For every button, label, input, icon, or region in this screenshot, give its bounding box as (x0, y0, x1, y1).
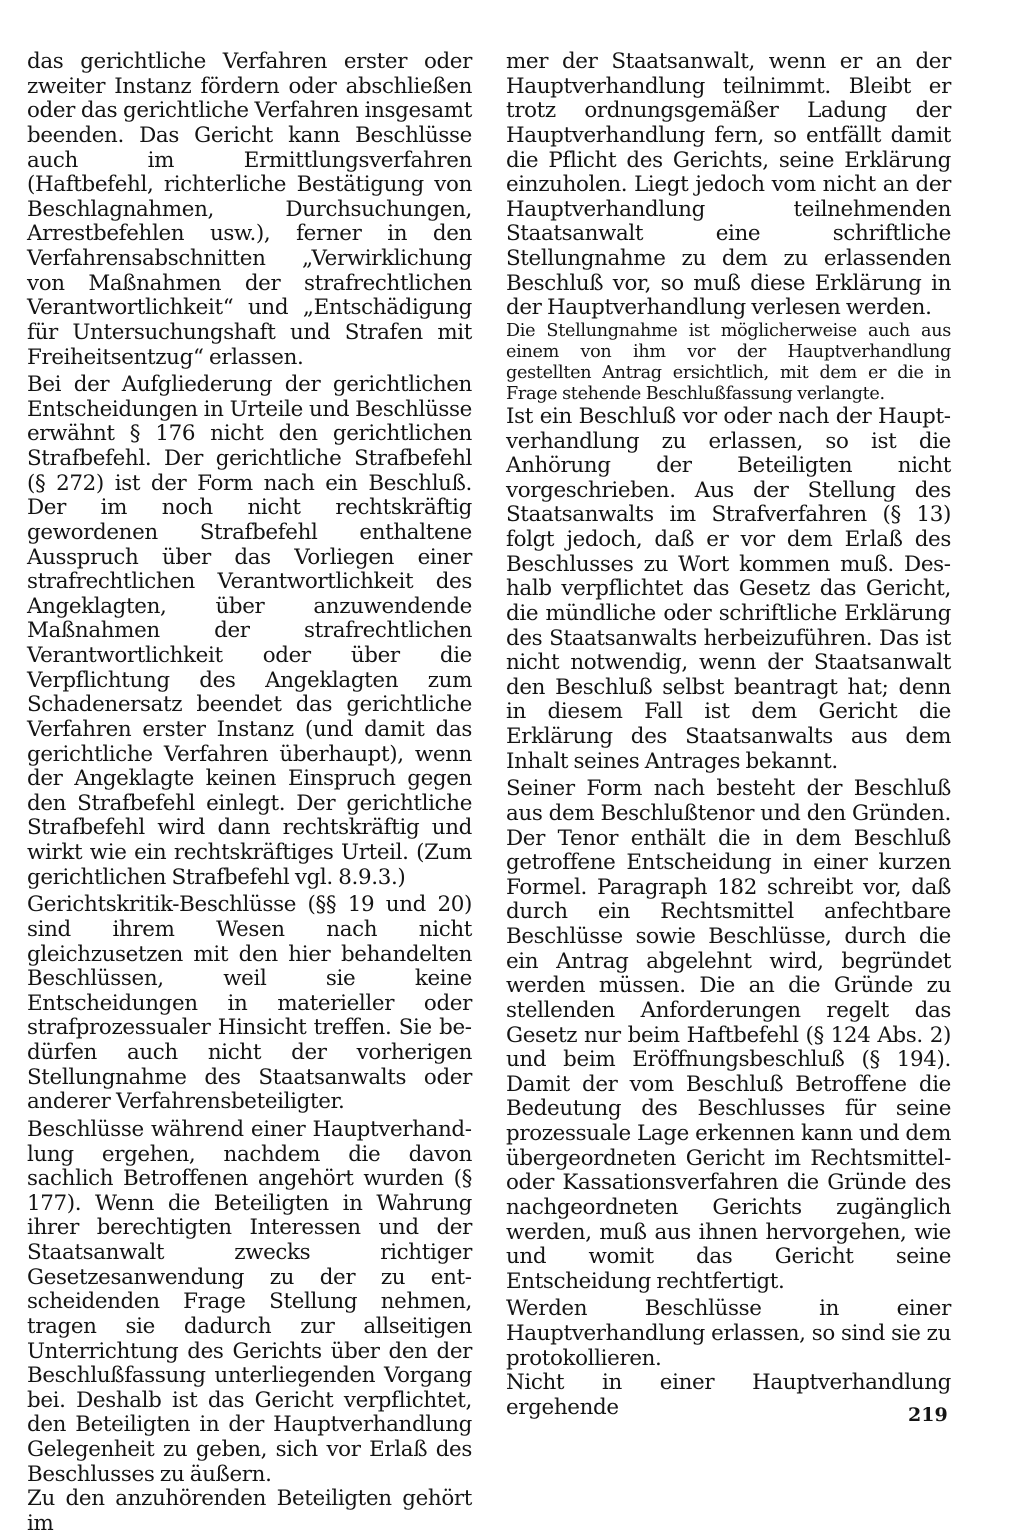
paragraph: das gerichtliche Verfahren erster oder zweiter Instanz fördern oder abschließen oder das gerichtliche Verfahren insgesamt beenden. Das Gericht kann Beschlüsse auch im Ermittlungsverfahren (Haftbefehl, richterliche Bestätigung von Beschlagnahmen, Durchsuchungen, Arrestbefehlen usw.), ferner in den Verfahrensabschnitten „Verwirklichung von Maßnahmen der strafrechtlichen Verantwortlichkeit“ und „Entschädigung für Untersuchungshaft und Strafen mit Freiheitsentzug“ erlassen. (27, 49, 472, 370)
paragraph: Nicht in einer Hauptverhandlung ergehende (506, 1370, 951, 1420)
paragraph: Gerichtskritik-Beschlüsse (§§ 19 und 20) sind ihrem Wesen nach nicht gleichzusetzen mit den hier behandelten Beschlüssen, weil sie keine Entscheidungen in materieller oder strafprozessualer Hinsicht treffen. Sie bedürfen auch nicht der vorherigen Stellungnahme des Staatsanwalts oder anderer Verfahrensbeteiligter. (27, 892, 472, 1115)
paragraph: Bei der Aufgliederung der gerichtlichen Entscheidungen in Urteile und Beschlüsse erwähnt § 176 nicht den gerichtlichen Strafbefehl. Der gerichtliche Strafbefehl (§ 272) ist der Form nach ein Beschluß. Der im noch nicht rechtskräftig gewordenen Strafbefehl enthaltene Ausspruch über das Vorliegen einer strafrechtlichen Verantwortlichkeit des Angeklagten, über anzuwendende Maßnahmen der strafrechtlichen Verantwortlichkeit oder über die Verpflichtung des Angeklagten zum Schadenersatz beendet das gerichtliche Verfahren erster Instanz (und damit das gerichtliche Verfahren überhaupt), wenn der Angeklagte keinen Einspruch gegen den Strafbefehl einlegt. Der gerichtliche Strafbefehl wird dann rechtskräftig und wirkt wie ein rechtskräftiges Urteil. (Zum gerichtlichen Strafbefehl vgl. 8.9.3.) (27, 372, 472, 890)
left-column (27, 50, 472, 1537)
paragraph: Zu den anzuhörenden Beteiligten gehört im (27, 1486, 472, 1536)
paragraph: Beschlüsse während einer Hauptverhandlung ergehen, nachdem die davon sachlich Betroffenen angehört wurden (§ 177). Wenn die Beteiligten in Wahrung ihrer berechtigten Interessen und der Staatsanwalt zwecks richtiger Gesetzesanwendung zu der zu entscheidenden Frage Stellung nehmen, tragen sie dadurch zur allseitigen Unterrichtung des Gerichts über den der Beschlußfassung unterliegenden Vorgang bei. Deshalb ist das Gericht verpflichtet, den Beteiligten in der Hauptverhandlung Gelegenheit zu geben, sich vor Erlaß des Beschlusses zu äußern. (27, 1116, 472, 1487)
paragraph: Seiner Form nach besteht der Beschluß aus dem Beschlußtenor und den Gründen. Der Tenor enthält die in dem Beschluß getroffene Entscheidung in einer kurzen Formel. Paragraph 182 schreibt vor, daß durch ein Rechtsmittel anfechtbare Beschlüsse sowie Beschlüsse, durch die ein Antrag abgelehnt wird, begründet werden müssen. Die an die Gründe zu stellenden Anforderungen regelt das Gesetz nur beim Haftbefehl (§ 124 Abs. 2) und beim Eröffnungsbeschluß (§ 194). Damit der vom Beschluß Betroffene die Bedeutung des Beschlusses für seine prozessuale Lage erkennen kann und dem übergeordneten Gericht im Rechtsmittel- oder Kassationsverfahren die Gründe des nachgeordneten Gerichts zugänglich werden, muß aus ihnen hervorgehen, wie und womit das Gericht seine Entscheidung rechtfertigt. (506, 776, 951, 1294)
right-column (506, 50, 951, 1421)
small-print-note: Die Stellungnahme ist möglicherweise auch aus einem von ihm vor der Hauptverhandlung gestellten Antrag ersichtlich, mit dem er die in Frage stehende Beschlußfassung verlangte. (506, 320, 951, 404)
paragraph: Ist ein Beschluß vor oder nach der Hauptverhandlung zu erlassen, so ist die Anhörung der Beteiligten nicht vorgeschrieben. Aus der Stellung des Staatsanwalts im Strafverfahren (§ 13) folgt jedoch, daß er vor dem Erlaß des Beschlusses zu Wort kommen muß. Deshalb verpflichtet das Gesetz das Gericht, die mündliche oder schriftliche Erklärung des Staatsanwalts herbeizuführen. Das ist nicht notwendig, wenn der Staatsanwalt den Beschluß selbst beantragt hat; denn in diesem Fall ist dem Gericht die Erklärung des Staatsanwalts aus dem Inhalt seines Antrages bekannt. (506, 403, 951, 774)
paragraph: Werden Beschlüsse in einer Hauptverhandlung erlassen, so sind sie zu protokollieren. (506, 1296, 951, 1371)
page-number: 219 (908, 1404, 948, 1426)
paragraph: mer der Staatsanwalt, wenn er an der Hauptverhandlung teilnimmt. Bleibt er trotz ordnungsgemäßer Ladung der Hauptverhandlung fern, so entfällt damit die Pflicht des Gerichts, seine Erklärung einzuholen. Liegt jedoch vom nicht an der Hauptverhandlung teilnehmenden Staatsanwalt eine schriftliche Stellungnahme zu dem zu erlassenden Beschluß vor, so muß diese Erklärung in der Hauptverhandlung verlesen werden. (506, 49, 951, 321)
